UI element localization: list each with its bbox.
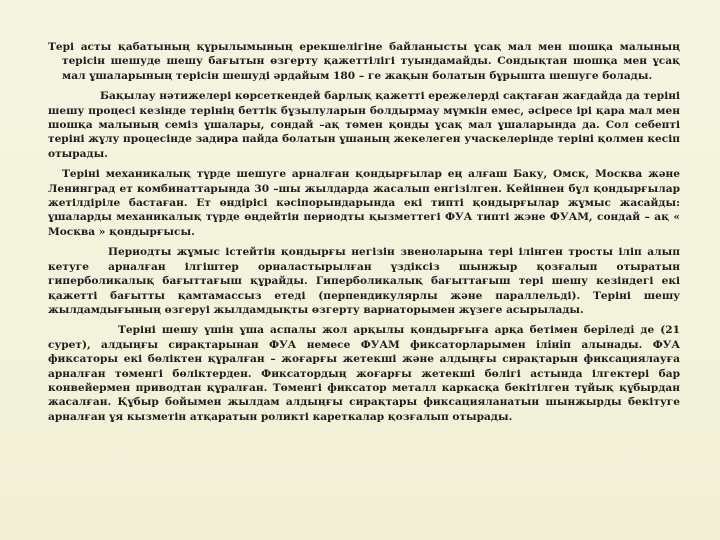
paragraph-4: Периодты жұмыс істейтін қондырғы негізін звеноларына тері ілінген тросты іліп алып кетуге арналған ілгіштер орналастырылған үздіксіз шынжыр қозғалып отыратын гиперболикалық бағыттағыш құрайды. Гиперболикалық бағыттағыш тері шешу кезіндегі екі қажетті бағытты қамтамассыз етеді (перпендикулярлы және параллельді). Теріні шешу жылдамдығының өзгеруі жылдамдықты өзгерту вариаторымен жүзеге асырылады. (48, 246, 680, 316)
paragraph-3: Теріні механикалық түрде шешуге арналған қондырғылар ең алғаш Баку, Омск, Москва және Ленинград ет комбинаттарында 30 –шы жылдарда жасалып енгізілген. Кейіннен бұл қондырғылар жетілдіріле бастаған. Ет өндірісі кәсіпорындарында екі типті қондырғылар жұмыс жасайды: ұшаларды механикалық түрде өңдейтін периодты қызметтегі ФУА типті жэне ФУАМ, сондай – ақ « Москва » қондырғысы. (48, 168, 680, 238)
text-body (48, 40, 680, 430)
paragraph-2: Бақылау нәтижелері көрсеткендей барлық қажетті ережелерді сақтаған жағдайда да теріні шешу процесі кезінде терінің беттік бұзылуларын болдырмау мүмкін емес, әсіресе ірі қара мал мен шошқа малының семіз ұшалары, сондай –ақ төмен қонды ұсақ мал ұшаларында да. Сол себепті теріні жұлу процесінде задира пайда болатын ұшаның жекелеген учаскелерінде теріні қолмен кесіп отырады. (48, 90, 681, 160)
paragraph-5: Теріні шешу үшін ұша аспалы жол арқылы қондырғыға арқа бетімен берiледi де (21 сурет), алдыңғы сирақтарынан ФУА немесе ФУАМ фиксаторларымен iлiнiп алынады. ФУА фиксаторы екі бөліктен құралған – жоғарғы жетекші және алдыңғы сирақтарын фиксациялауға арналған төменгі бөліктерден. Фиксатордың жоғарғы жетекші бөлігі астында ілгектері бар конвейермен приводтан құралған. Төменгі фиксатор металл каркасқа бекітілген түйық құбырдан жасалған. Құбыр бойымен жылдам алдыңғы сирақтары фиксацияланатын шынжырды бекітуге арналған ұя кызметін атқаратын роликті кареткалар қозғалып отырады. (48, 324, 680, 423)
paragraph-1: Тері асты қабатының құрылымының ерекшелігіне байланысты ұсақ мал мен шошқа малының терісін шешуде шешу бағытын өзгерту қажеттілігі туындамайды. Сондықтан шошқа мен ұсақ мал ұшаларының терісін шешуді әрдайым 180 – ге жақын болатын бұрышта шешуге болады. (48, 41, 680, 82)
